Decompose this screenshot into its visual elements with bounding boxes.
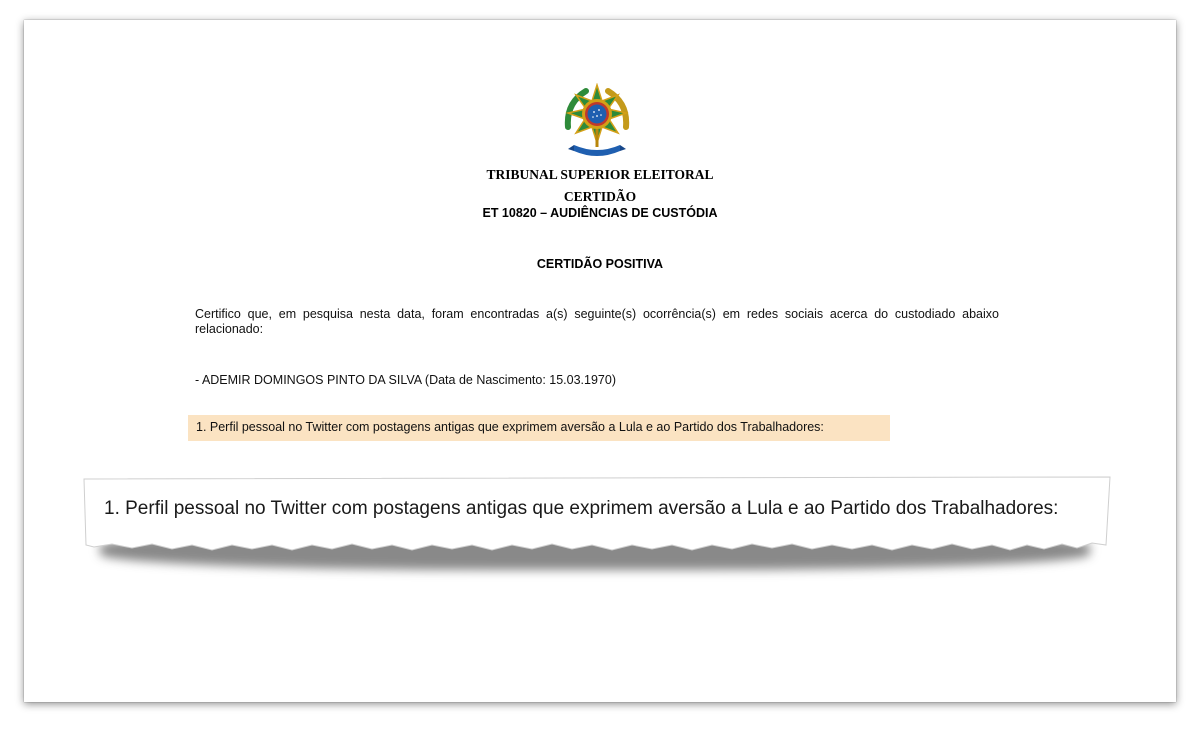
intro-paragraph: Certifico que, em pesquisa nesta data, foram encontradas a(s) seguinte(s) ocorrência(s) em redes sociais acerca do custodiado abaixo relacionado: xyxy=(195,307,999,336)
result-title: CERTIDÃO POSITIVA xyxy=(536,257,664,271)
coat-of-arms-icon xyxy=(560,83,634,161)
callout-paper-strip xyxy=(82,475,1112,585)
document-subject: ET 10820 – AUDIÊNCIAS DE CUSTÓDIA xyxy=(482,206,718,220)
highlighted-occurrence xyxy=(188,415,890,441)
document-type: CERTIDÃO xyxy=(563,189,637,204)
court-name: TRIBUNAL SUPERIOR ELEITORAL xyxy=(486,167,714,182)
occurrence-text: 1. Perfil pessoal no Twitter com postagens antigas que exprimem aversão a Lula e ao Partido dos Trabalhadores: xyxy=(196,420,824,434)
person-line: - ADEMIR DOMINGOS PINTO DA SILVA (Data de Nascimento: 15.03.1970) xyxy=(195,373,616,387)
document-page xyxy=(24,20,1176,702)
callout-enlarged-text: 1. Perfil pessoal no Twitter com postagens antigas que exprimem aversão a Lula e ao Partido dos Trabalhadores: xyxy=(104,498,1059,519)
